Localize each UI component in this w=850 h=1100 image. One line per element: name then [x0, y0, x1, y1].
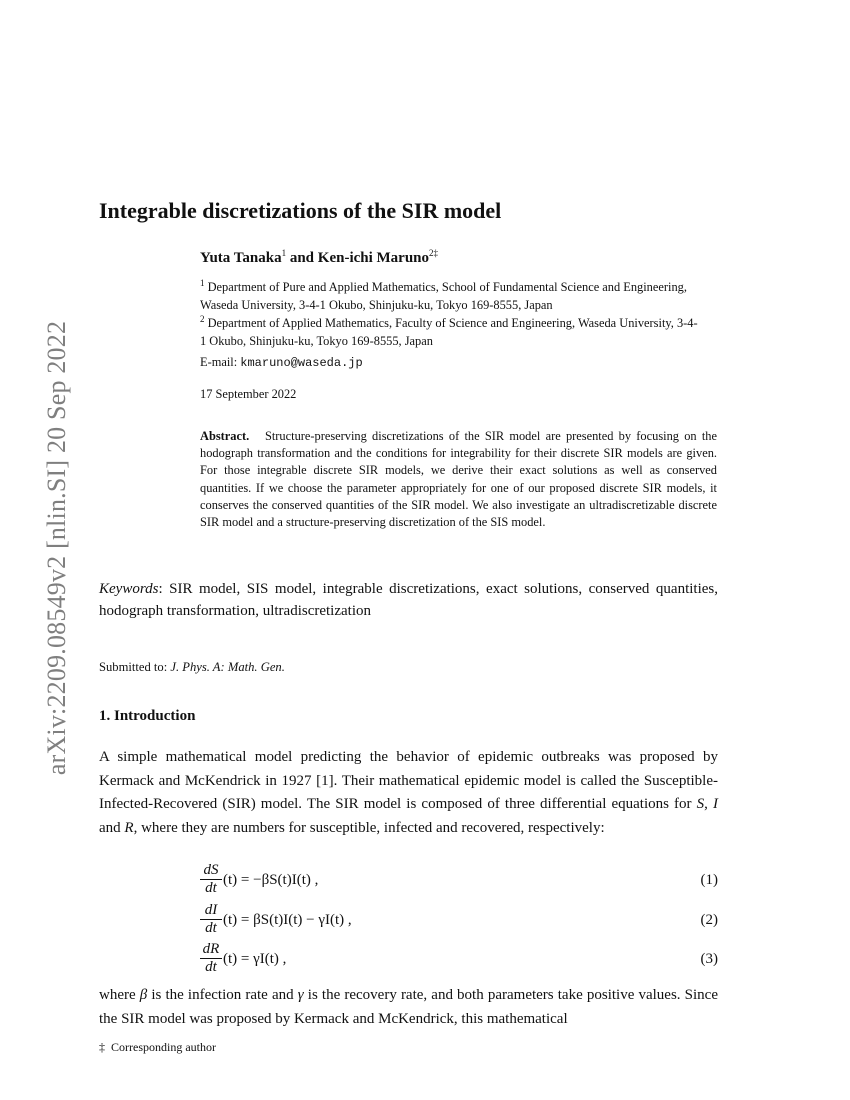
post-equation-paragraph: [99, 984, 718, 1031]
footnote-mark: ‡: [99, 1040, 105, 1054]
abstract-text: Structure-preserving discretizations of the SIR model are presented by focusing on the hodograph transformation and the conditions for integrability for their discrete SIR models are given. For those integrable discrete SIR models, we derive their exact solutions as well as conserved quantities. If we choose the parameter appropriately for one of our proposed discrete SIR models, it conserves the conserved quantities of the SIR model. We also investigate an ultradiscretizable discrete SIR model and a structure-preserving discretization of the SIS model.: [200, 429, 717, 530]
equation-3-denominator: dt: [205, 959, 217, 975]
submitted-journal: J. Phys. A: Math. Gen.: [170, 660, 285, 674]
keywords-label: Keywords: [99, 581, 159, 597]
submitted-label: Submitted to:: [99, 660, 171, 674]
email-address[interactable]: kmaruno@waseda.jp: [240, 356, 363, 370]
equation-2-rhs: (t) = βS(t)I(t) − γI(t) ,: [223, 912, 352, 928]
equation-2-numerator: dI: [200, 902, 222, 920]
var-gamma: γ: [297, 987, 304, 1003]
intro-sep-1: ,: [704, 796, 714, 813]
author-2: Ken-ichi Maruno: [317, 250, 430, 266]
equation-3-fraction: [200, 941, 222, 976]
intro-sep-2: and: [99, 820, 125, 837]
abstract: [200, 428, 717, 531]
equation-3-rhs: (t) = γI(t) ,: [223, 951, 287, 967]
email-line: [200, 355, 363, 370]
abstract-label: Abstract.: [200, 429, 250, 443]
affiliation-2-text: Department of Applied Mathematics, Faculty of Science and Engineering, Waseda University, 3-4-1 Okubo, Shinjuku-ku, Tokyo 169-8555, Japan: [200, 316, 698, 349]
author-line: [200, 248, 438, 267]
equation-1-rhs: (t) = −βS(t)I(t) ,: [223, 872, 319, 888]
affiliation-1: [200, 274, 700, 314]
section-heading: 1. Introduction: [99, 708, 196, 724]
var-r: R: [124, 820, 134, 837]
equation-1: [200, 862, 718, 902]
intro-text-1: A simple mathematical model predicting the behavior of epidemic outbreaks was proposed by Kermack and McKendrick in 1927 [1]. Their mathematical epidemic model is called the Susceptible-Infected-Recovered (SIR) model. The SIR model is composed of three differential equations for: [99, 749, 718, 813]
intro-paragraph: [99, 746, 718, 841]
affiliation-1-mark: 1: [200, 278, 205, 288]
after-text-1: where: [99, 987, 140, 1003]
paper-date: 17 September 2022: [200, 387, 297, 401]
var-s: S: [696, 796, 705, 813]
author-1: Yuta Tanaka: [200, 250, 282, 266]
equation-2-denominator: dt: [205, 920, 217, 936]
author-and: and: [286, 250, 318, 266]
keywords-text: : SIR model, SIS model, integrable discretizations, exact solutions, conserved quantities, hodograph transformation, ultradiscretization: [99, 581, 718, 619]
keywords: [99, 578, 718, 622]
equation-1-number: (1): [700, 872, 718, 888]
equation-3-numerator: dR: [200, 941, 222, 959]
footnote-text: Corresponding author: [105, 1040, 216, 1054]
affiliation-2-mark: 2: [200, 314, 205, 324]
submitted-line: [99, 660, 285, 675]
author-2-affil-mark: 2‡: [429, 248, 439, 258]
paper-title: Integrable discretizations of the SIR model: [99, 198, 502, 223]
affiliation-2: [200, 310, 700, 350]
footnote: [99, 1040, 216, 1055]
equation-2: [200, 902, 718, 942]
arxiv-stamp: arXiv:2209.08549v2 [nlin.SI] 20 Sep 2022: [42, 320, 71, 776]
equation-1-numerator: dS: [200, 862, 222, 880]
affiliation-1-text: Department of Pure and Applied Mathematics, School of Fundamental Science and Engineering, Waseda University, 3-4-1 Okubo, Shinjuku-ku, Tokyo 169-8555, Japan: [200, 280, 687, 313]
var-beta: β: [139, 987, 148, 1003]
equation-3-number: (3): [700, 951, 718, 967]
email-label: E-mail:: [200, 355, 241, 369]
after-text-2: is the infection rate and: [147, 987, 298, 1003]
intro-text-2: , where they are numbers for susceptible, infected and recovered, respectively:: [133, 820, 605, 837]
author-1-affil-mark: 1: [281, 248, 287, 258]
equation-2-number: (2): [700, 912, 718, 928]
equation-1-fraction: [200, 862, 222, 897]
var-i: I: [713, 796, 719, 813]
after-text-3: is the recovery rate, and both parameters take positive values. Since the SIR model was proposed by Kermack and McKendrick, this mathematical: [99, 987, 718, 1027]
equation-1-denominator: dt: [205, 880, 217, 896]
equation-3: [200, 941, 718, 981]
equation-2-fraction: [200, 902, 222, 937]
